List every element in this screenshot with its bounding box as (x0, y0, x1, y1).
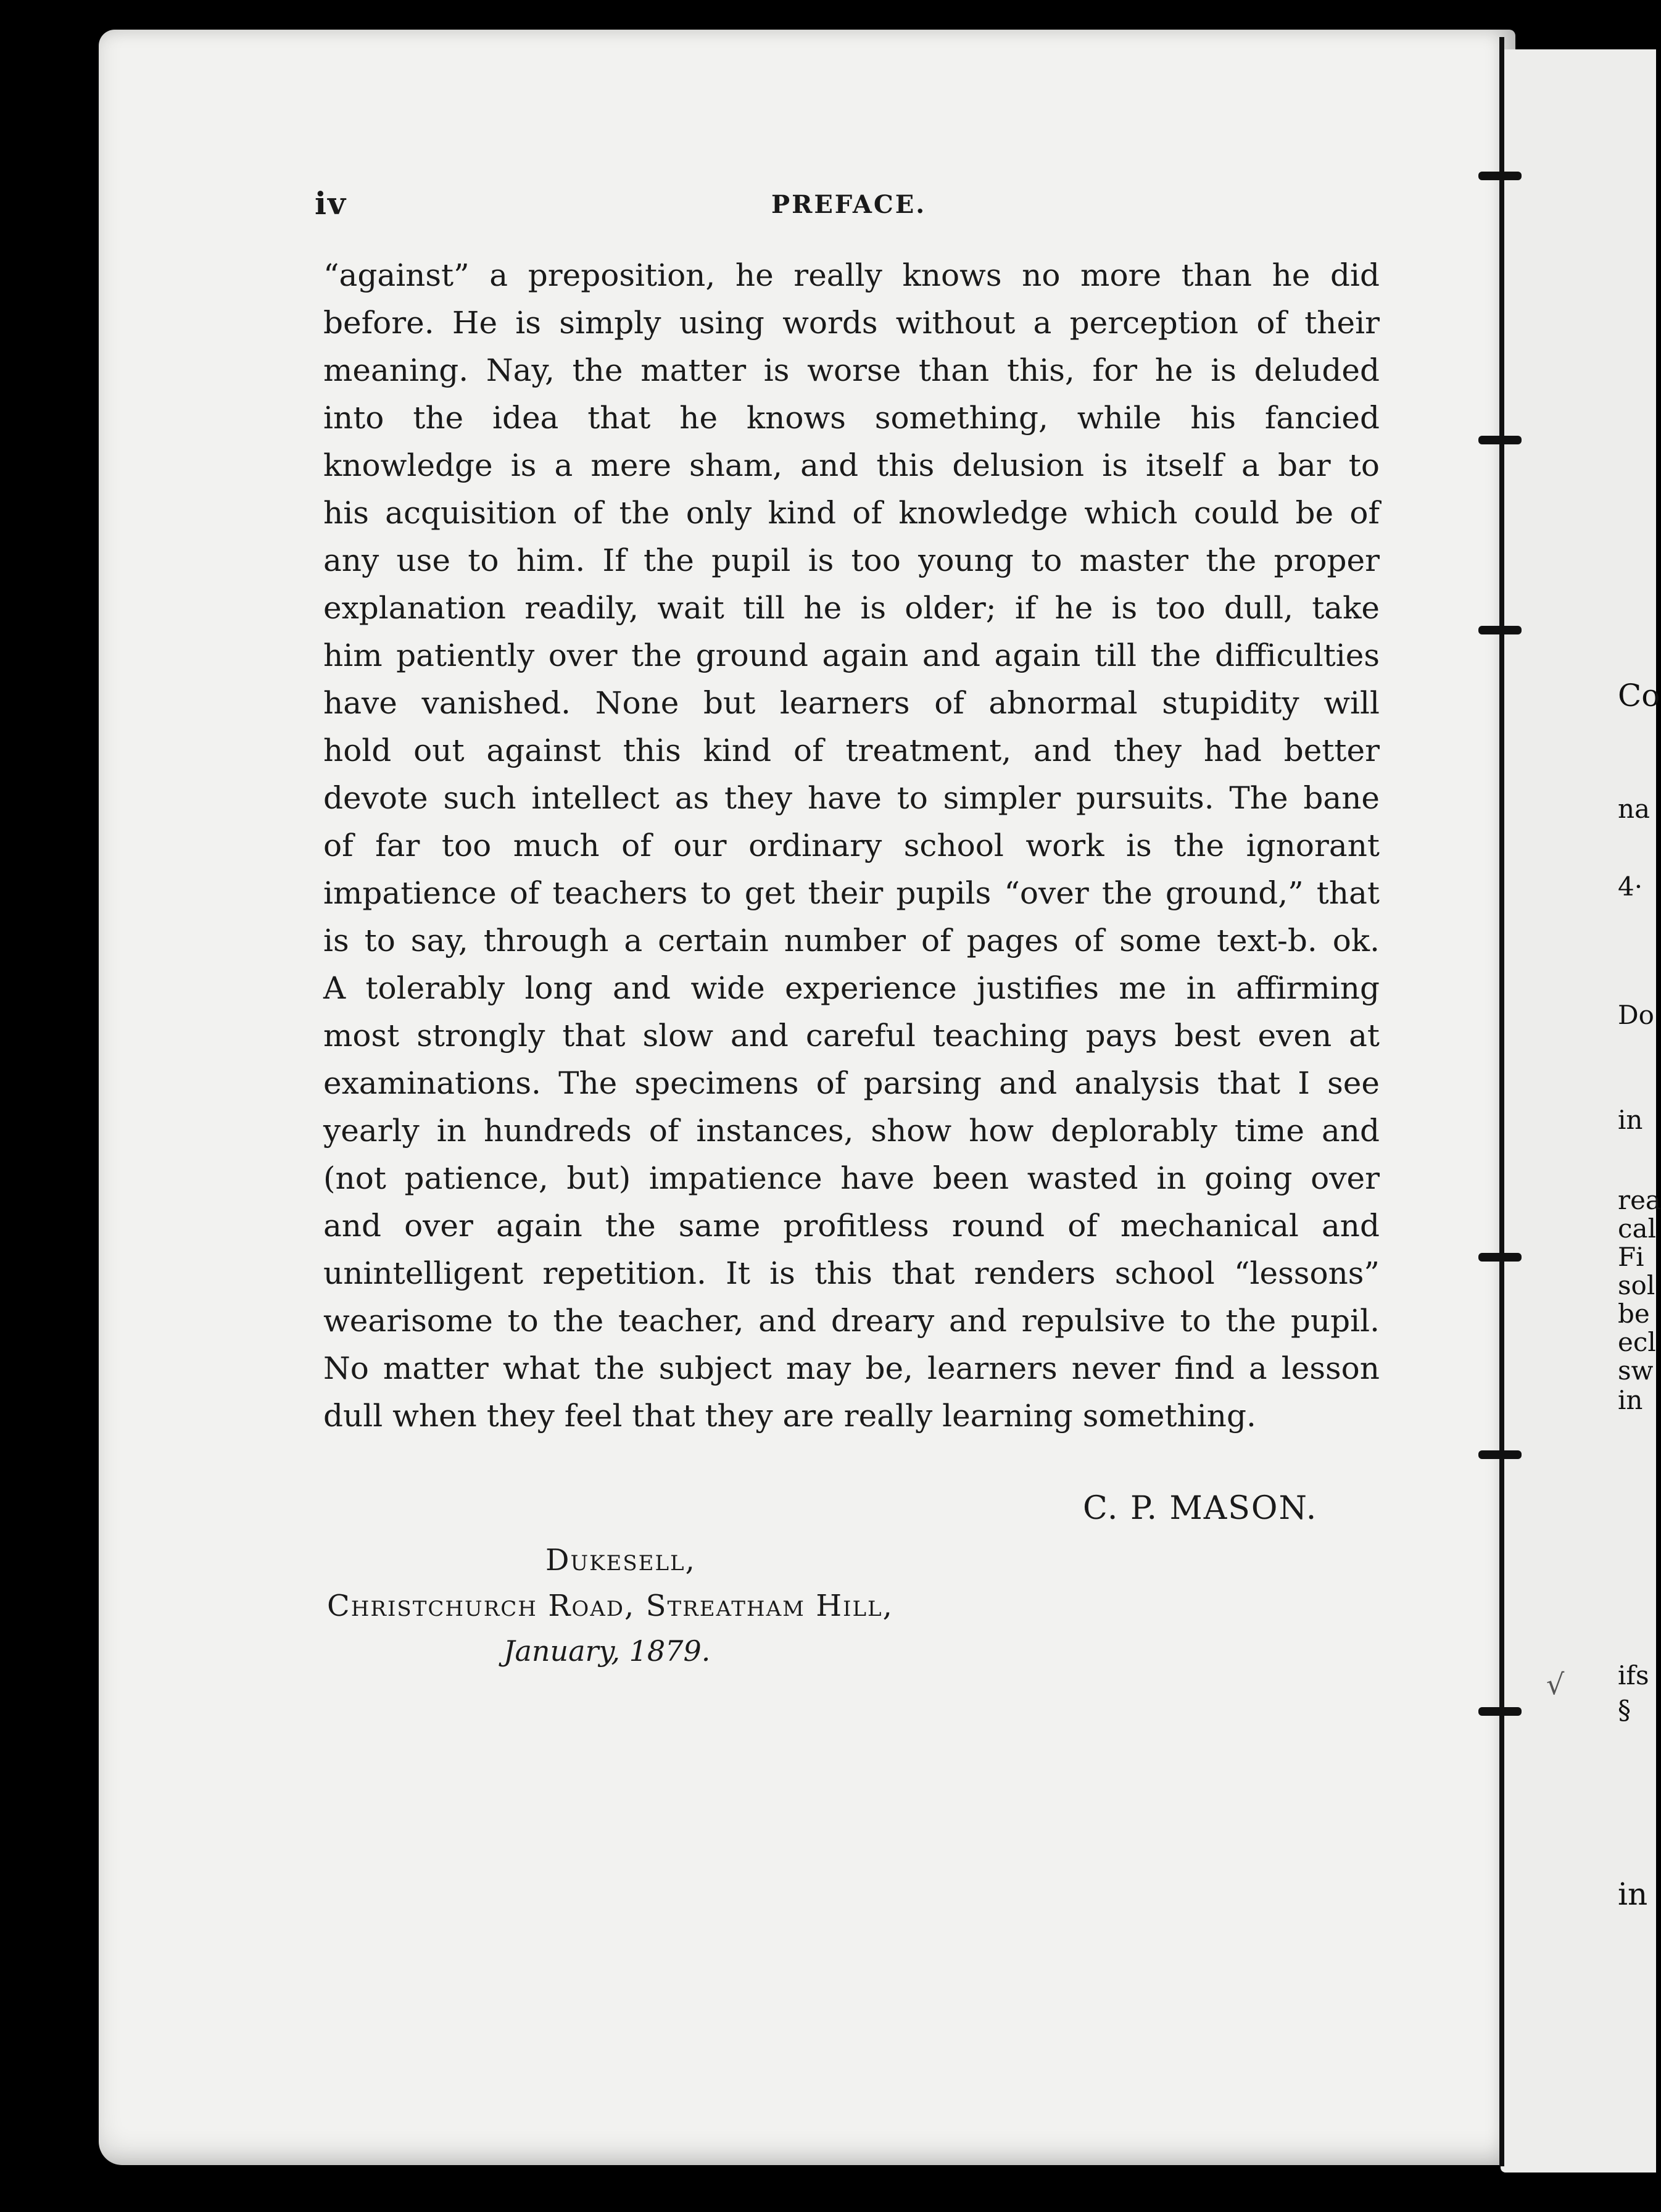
text-line: No matter what the subject may be, learners never find a lesson (323, 1350, 1380, 1386)
adjacent-page-text: sol (1618, 1270, 1655, 1300)
address-line: Christchurch Road, Streatham Hill, (327, 1589, 893, 1623)
binding-stitch (1478, 1253, 1522, 1262)
adjacent-page-text: Co (1618, 678, 1660, 713)
text-line: examinations. The specimens of parsing and analysis that I see (323, 1065, 1380, 1101)
text-line: devote such intellect as they have to simpler pursuits. The bane (323, 780, 1380, 816)
adjacent-page-text: rea (1618, 1185, 1661, 1215)
text-line: is to say, through a certain number of pages of some text-b. ok. (323, 923, 1380, 958)
adjacent-page-text: Fi (1618, 1242, 1644, 1272)
adjacent-page-text: § (1618, 1695, 1631, 1725)
adjacent-page-text: cal (1618, 1213, 1656, 1244)
text-line: impatience of teachers to get their pupils “over the ground,” that (323, 875, 1380, 911)
text-line: dull when they feel that they are really learning something. (323, 1398, 1256, 1434)
pencil-checkmark: √ (1546, 1668, 1565, 1701)
binding-stitch (1478, 1707, 1522, 1716)
text-line: any use to him. If the pupil is too young to master the proper (323, 543, 1380, 578)
preface-body (323, 252, 1380, 1440)
running-head (315, 185, 1372, 222)
adjacent-page-text: Do (1618, 1000, 1654, 1030)
running-title: PREFACE. (771, 190, 927, 219)
page-number: iv (315, 185, 347, 222)
text-line: of far too much of our ordinary school work is the ignorant (323, 828, 1380, 863)
text-line: yearly in hundreds of instances, show how deplorably time and (323, 1113, 1380, 1149)
adjacent-page-text: ifs (1618, 1660, 1649, 1690)
adjacent-page-text: in (1618, 1105, 1643, 1135)
binding-gutter (1499, 37, 1504, 2166)
adjacent-page-text: ecl (1618, 1327, 1656, 1357)
binding-stitch (1478, 172, 1522, 180)
address-line: Dukesell, (545, 1543, 696, 1578)
text-line: “against” a preposition, he really knows no more than he did (323, 257, 1380, 293)
adjacent-page-text: 4· (1618, 871, 1643, 902)
author-signature: C. P. MASON. (1083, 1490, 1318, 1527)
text-line: into the idea that he knows something, while his fancied (323, 400, 1380, 436)
text-line: explanation readily, wait till he is older; if he is too dull, take (323, 590, 1380, 626)
adjacent-page-text: na (1618, 794, 1651, 824)
adjacent-page-text: be (1618, 1299, 1650, 1329)
adjacent-page-text: in (1618, 1876, 1648, 1912)
adjacent-page-text: in (1618, 1385, 1643, 1415)
text-line: unintelligent repetition. It is this that renders school “lessons” (323, 1255, 1380, 1291)
text-line: wearisome to the teacher, and dreary and repulsive to the pupil. (323, 1303, 1380, 1339)
text-line: his acquisition of the only kind of knowledge which could be of (323, 495, 1380, 531)
text-line: A tolerably long and wide experience justifies me in affirming (323, 970, 1380, 1006)
text-line: meaning. Nay, the matter is worse than this, for he is deluded (323, 352, 1380, 388)
text-line: him patiently over the ground again and again till the difficulties (323, 638, 1380, 673)
text-line: hold out against this kind of treatment, and they had better (323, 733, 1380, 768)
binding-stitch (1478, 436, 1522, 444)
address-date: January, 1879. (503, 1634, 711, 1668)
adjacent-page-text: sw (1618, 1355, 1654, 1386)
text-line: most strongly that slow and careful teaching pays best even at (323, 1018, 1380, 1054)
text-line: have vanished. None but learners of abnormal stupidity will (323, 685, 1380, 721)
binding-stitch (1478, 1450, 1522, 1459)
text-line: (not patience, but) impatience have been wasted in going over (323, 1160, 1380, 1196)
text-line: before. He is simply using words without a perception of their (323, 305, 1380, 341)
text-line: knowledge is a mere sham, and this delusion is itself a bar to (323, 447, 1380, 483)
text-line: and over again the same profitless round of mechanical and (323, 1208, 1380, 1244)
binding-stitch (1478, 626, 1522, 634)
